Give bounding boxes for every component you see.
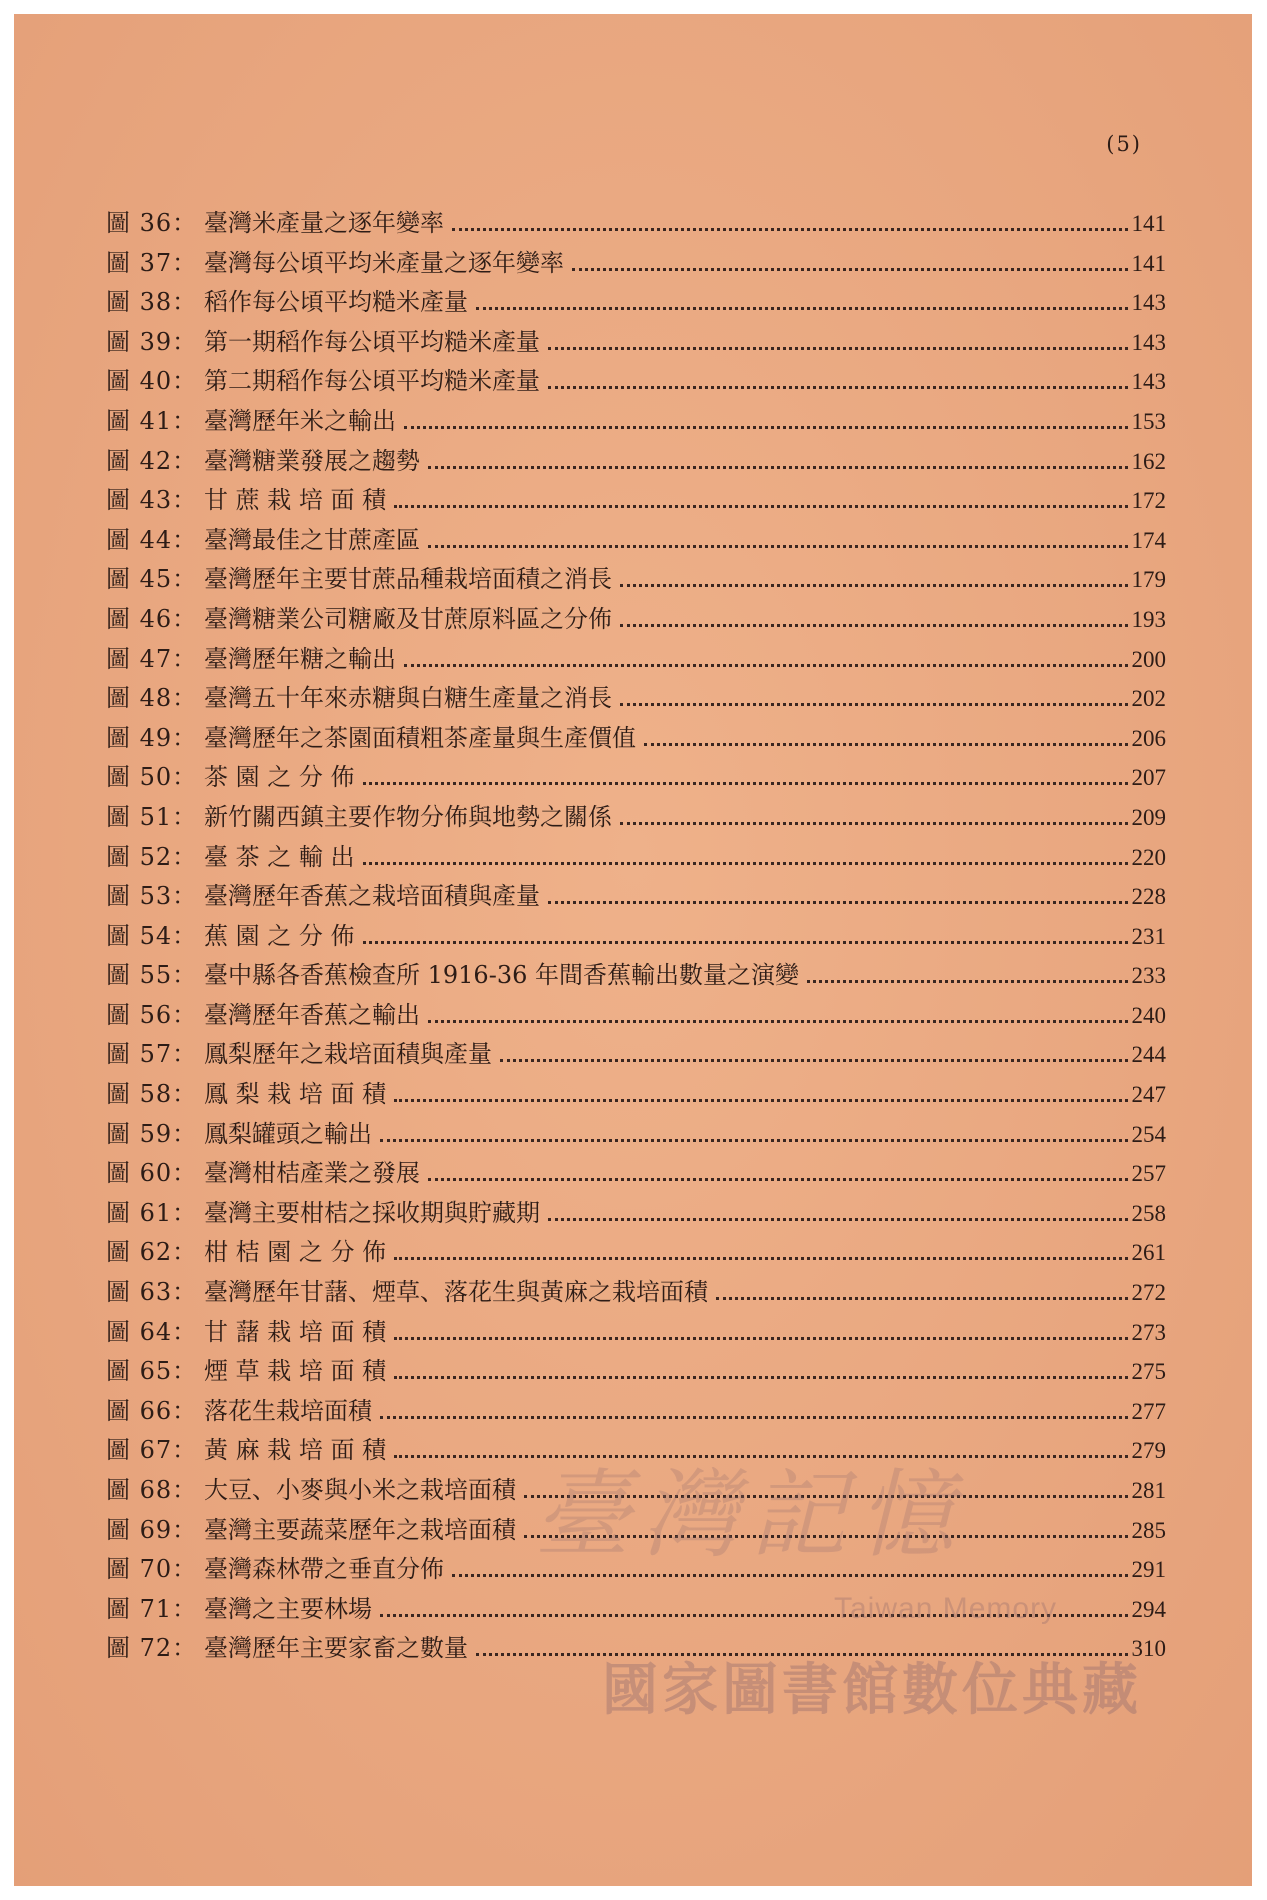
toc-entry	[106, 1233, 1166, 1273]
figure-title: 臺中縣各香蕉檢查所 1916-36 年間香蕉輸出數量之演變	[204, 961, 799, 990]
figure-title: 臺灣歷年主要家畜之數量	[204, 1634, 468, 1663]
dot-leader	[363, 939, 1128, 944]
page-reference: 277	[1131, 1398, 1166, 1424]
dot-leader	[620, 820, 1128, 825]
figure-title: 鳳梨罐頭之輸出	[204, 1119, 372, 1148]
toc-entry	[106, 204, 1166, 244]
dot-leader	[428, 543, 1128, 548]
figure-title: 臺灣主要蔬菜歷年之栽培面積	[204, 1515, 516, 1544]
figure-title: 臺灣歷年糖之輸出	[204, 644, 396, 673]
figure-number: 圖 69：	[106, 1515, 198, 1544]
figure-title: 臺灣最佳之甘蔗產區	[204, 525, 420, 554]
page-reference: 244	[1131, 1042, 1166, 1068]
page-reference: 179	[1131, 567, 1166, 593]
toc-entry	[106, 402, 1166, 442]
watermark-script: 臺灣記憶	[534, 1459, 966, 1571]
figure-number: 圖 66：	[106, 1396, 198, 1425]
dot-leader	[452, 226, 1128, 231]
figure-number: 圖 65：	[106, 1357, 198, 1386]
figure-title: 臺灣歷年米之輸出	[204, 406, 396, 435]
page-reference: 228	[1131, 884, 1166, 910]
toc-entry	[106, 1313, 1166, 1353]
toc-entry	[106, 1194, 1166, 1234]
page-reference: 258	[1131, 1200, 1166, 1226]
watermark-chinese: 國家圖書館數位典藏	[602, 1658, 1142, 1723]
page-number: (5)	[1106, 132, 1142, 156]
figure-number: 圖 44：	[106, 525, 198, 554]
figure-number: 圖 58：	[106, 1080, 198, 1109]
toc-entry	[106, 877, 1166, 917]
page-reference: 310	[1131, 1636, 1166, 1662]
page-reference: 209	[1131, 804, 1166, 830]
toc-entry	[106, 1075, 1166, 1115]
page-reference: 172	[1131, 488, 1166, 514]
page-reference: 193	[1131, 606, 1166, 632]
dot-leader	[428, 464, 1128, 469]
figure-title: 柑 桔 園 之 分 佈	[204, 1238, 387, 1267]
figure-number: 圖 37：	[106, 248, 198, 277]
page-reference: 162	[1131, 448, 1166, 474]
figure-number: 圖 61：	[106, 1198, 198, 1227]
dot-leader	[363, 860, 1128, 865]
figure-title: 新竹關西鎮主要作物分佈與地勢之關係	[204, 802, 612, 831]
page-reference: 174	[1131, 527, 1166, 553]
figure-number: 圖 42：	[106, 446, 198, 475]
dot-leader	[428, 1176, 1128, 1181]
toc-entry	[106, 996, 1166, 1036]
figure-number: 圖 50：	[106, 763, 198, 792]
page-reference: 294	[1131, 1596, 1166, 1622]
figure-number: 圖 51：	[106, 802, 198, 831]
figure-title: 臺灣歷年香蕉之輸出	[204, 1000, 420, 1029]
page-reference: 261	[1131, 1240, 1166, 1266]
dot-leader	[428, 1018, 1128, 1023]
figure-title: 甘 蔗 栽 培 面 積	[204, 486, 387, 515]
dot-leader	[548, 345, 1128, 350]
figure-number: 圖 40：	[106, 367, 198, 396]
toc-entry	[106, 283, 1166, 323]
figure-number: 圖 60：	[106, 1159, 198, 1188]
toc-entry	[106, 956, 1166, 996]
figure-title: 臺灣糖業公司糖廠及甘蔗原料區之分佈	[204, 604, 612, 633]
dot-leader	[380, 1137, 1128, 1142]
dot-leader	[620, 701, 1128, 706]
figure-number: 圖 63：	[106, 1278, 198, 1307]
dot-leader	[572, 266, 1128, 271]
figure-title: 臺 茶 之 輸 出	[204, 842, 355, 871]
dot-leader	[548, 384, 1128, 389]
toc-entry	[106, 244, 1166, 284]
page-reference: 202	[1131, 686, 1166, 712]
figure-title: 第一期稻作每公頃平均糙米產量	[204, 327, 540, 356]
dot-leader	[807, 978, 1128, 983]
toc-entry	[106, 798, 1166, 838]
dot-leader	[404, 662, 1128, 667]
dot-leader	[363, 780, 1128, 785]
figure-number: 圖 49：	[106, 723, 198, 752]
figure-title: 茶 園 之 分 佈	[204, 763, 355, 792]
toc-entry	[106, 758, 1166, 798]
figure-number: 圖 64：	[106, 1317, 198, 1346]
scanned-page	[14, 14, 1252, 1886]
toc-entry	[106, 1273, 1166, 1313]
toc-entry	[106, 679, 1166, 719]
dot-leader	[548, 1216, 1128, 1221]
toc-entry	[106, 362, 1166, 402]
figure-number: 圖 59：	[106, 1119, 198, 1148]
figure-number: 圖 62：	[106, 1238, 198, 1267]
dot-leader	[394, 1097, 1127, 1102]
figure-title: 蕉 園 之 分 佈	[204, 921, 355, 950]
figure-title: 臺灣主要柑桔之採收期與貯藏期	[204, 1198, 540, 1227]
dot-leader	[500, 1057, 1128, 1062]
toc-entry	[106, 719, 1166, 759]
dot-leader	[476, 305, 1128, 310]
figure-number: 圖 70：	[106, 1555, 198, 1584]
dot-leader	[394, 1374, 1127, 1379]
figure-number: 圖 56：	[106, 1000, 198, 1029]
toc-entry	[106, 481, 1166, 521]
dot-leader	[716, 1295, 1128, 1300]
figure-number: 圖 41：	[106, 406, 198, 435]
page-reference: 275	[1131, 1359, 1166, 1385]
figure-title: 臺灣每公頃平均米產量之逐年變率	[204, 248, 564, 277]
figure-number: 圖 54：	[106, 921, 198, 950]
dot-leader	[394, 503, 1127, 508]
page-reference: 291	[1131, 1557, 1166, 1583]
figure-title: 臺灣米產量之逐年變率	[204, 209, 444, 237]
toc-entry	[106, 1035, 1166, 1075]
page-reference: 279	[1131, 1438, 1166, 1464]
figure-title: 臺灣之主要林場	[204, 1594, 372, 1623]
figure-number: 圖 52：	[106, 842, 198, 871]
figure-title: 臺灣森林帶之垂直分佈	[204, 1555, 444, 1584]
figure-number: 圖 46：	[106, 604, 198, 633]
figure-title: 鳳 梨 栽 培 面 積	[204, 1080, 387, 1109]
dot-leader	[620, 582, 1128, 587]
page-reference: 231	[1131, 923, 1166, 949]
toc-entry	[106, 838, 1166, 878]
toc-entry	[106, 640, 1166, 680]
dot-leader	[548, 899, 1128, 904]
figure-title: 黃 麻 栽 培 面 積	[204, 1436, 387, 1465]
toc-entry	[106, 917, 1166, 957]
page-reference: 281	[1131, 1478, 1166, 1503]
dot-leader	[644, 741, 1128, 746]
dot-leader	[380, 1414, 1128, 1419]
watermark-english: Taiwan Memory	[834, 1592, 1058, 1625]
figure-title: 臺灣歷年主要甘蔗品種栽培面積之消長	[204, 565, 612, 594]
page-reference: 143	[1131, 369, 1166, 395]
page-reference: 273	[1131, 1319, 1166, 1345]
page-reference: 143	[1131, 290, 1166, 316]
figure-number: 圖 57：	[106, 1040, 198, 1069]
figure-number: 圖 67：	[106, 1436, 198, 1465]
figure-number: 圖 39：	[106, 327, 198, 356]
figure-title: 大豆、小麥與小米之栽培面積	[204, 1476, 516, 1504]
figure-number: 圖 55：	[106, 961, 198, 990]
page-reference: 143	[1131, 329, 1166, 355]
page-reference: 247	[1131, 1082, 1166, 1108]
toc-entry	[106, 442, 1166, 482]
page-reference: 207	[1131, 765, 1166, 791]
figure-number: 圖 47：	[106, 644, 198, 673]
page-reference: 141	[1131, 250, 1166, 276]
page-reference: 206	[1131, 725, 1166, 751]
dot-leader	[620, 622, 1128, 627]
toc-entry	[106, 1115, 1166, 1155]
figure-title: 鳳梨歷年之栽培面積與產量	[204, 1040, 492, 1069]
figure-title: 煙 草 栽 培 面 積	[204, 1357, 387, 1386]
figure-number: 圖 53：	[106, 882, 198, 911]
page-reference: 240	[1131, 1002, 1166, 1028]
figure-title: 臺灣歷年甘藷、煙草、落花生與黃麻之栽培面積	[204, 1278, 708, 1307]
page-reference: 141	[1131, 211, 1166, 236]
page-reference: 254	[1131, 1121, 1166, 1147]
figure-title: 稻作每公頃平均糙米產量	[204, 288, 468, 317]
figure-number: 圖 38：	[106, 288, 198, 317]
figure-number: 圖 72：	[106, 1634, 198, 1663]
page-reference: 257	[1131, 1161, 1166, 1187]
page-reference: 272	[1131, 1280, 1166, 1306]
figure-number: 圖 43：	[106, 486, 198, 515]
toc-entry	[106, 600, 1166, 640]
page-reference: 153	[1131, 408, 1166, 434]
figure-title: 第二期稻作每公頃平均糙米產量	[204, 367, 540, 396]
figure-number: 圖 68：	[106, 1476, 198, 1504]
toc-entry	[106, 1154, 1166, 1194]
page-reference: 220	[1131, 844, 1166, 870]
figure-number: 圖 71：	[106, 1594, 198, 1623]
toc-entry	[106, 560, 1166, 600]
figure-title: 臺灣糖業發展之趨勢	[204, 446, 420, 475]
figure-title: 落花生栽培面積	[204, 1396, 372, 1425]
toc-entry	[106, 521, 1166, 561]
toc-entry	[106, 323, 1166, 363]
page-reference: 285	[1131, 1517, 1166, 1543]
dot-leader	[394, 1335, 1127, 1340]
figure-number: 圖 45：	[106, 565, 198, 594]
dot-leader	[394, 1255, 1127, 1260]
toc-entry	[106, 1392, 1166, 1432]
figure-title: 臺灣五十年來赤糖與白糖生產量之消長	[204, 684, 612, 713]
toc-entry	[106, 1352, 1166, 1392]
dot-leader	[404, 424, 1128, 429]
page-reference: 233	[1131, 963, 1166, 989]
figure-number: 圖 48：	[106, 684, 198, 713]
figure-title: 臺灣歷年香蕉之栽培面積與產量	[204, 882, 540, 911]
figure-title: 甘 藷 栽 培 面 積	[204, 1317, 387, 1346]
figure-number: 圖 36：	[106, 209, 198, 237]
figure-title: 臺灣歷年之茶園面積粗茶產量與生產價值	[204, 723, 636, 752]
page-reference: 200	[1131, 646, 1166, 672]
figure-title: 臺灣柑桔產業之發展	[204, 1159, 420, 1188]
